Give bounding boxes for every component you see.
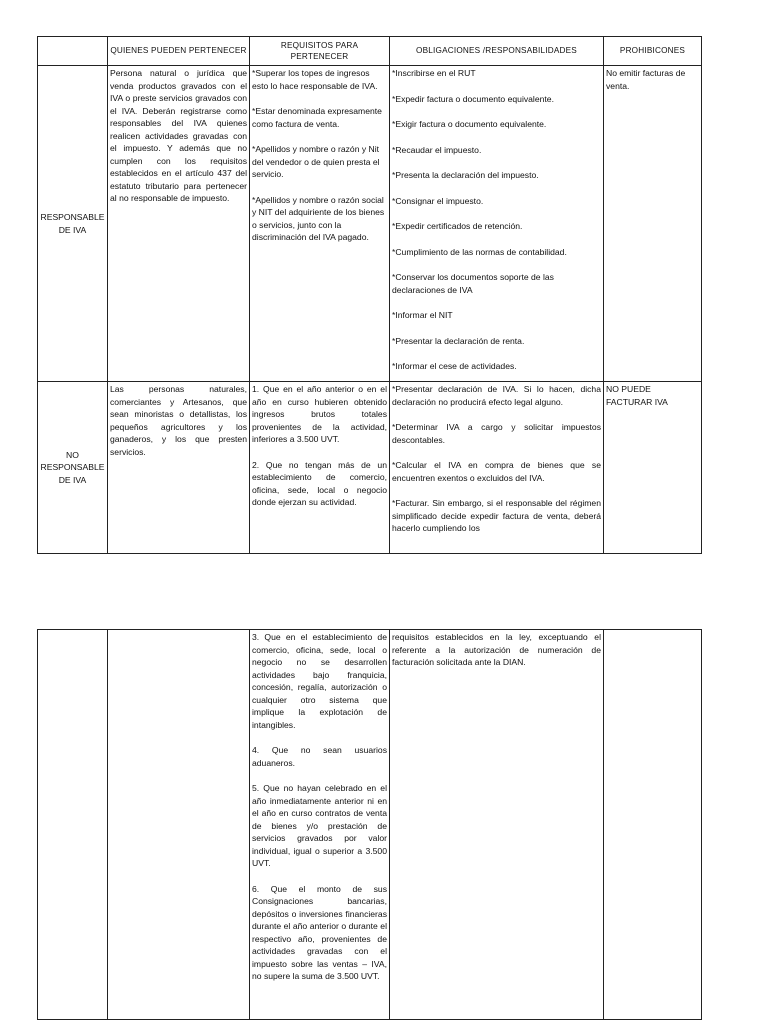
responsable-requisitos — [250, 66, 390, 382]
row-label-responsable: RESPONSABLE DE IVA — [38, 66, 108, 382]
requisito-item: *Apellidos y nombre o razón y Nit del vendedor o de quien presta el servicio. — [252, 144, 380, 179]
obligacion-item: *Presenta la declaración del impuesto. — [392, 170, 539, 180]
obligacion-item: *Exigir factura o documento equivalente. — [392, 119, 547, 129]
obligacion-item: *Inscribirse en el RUT — [392, 68, 476, 78]
requisito-item: 3. Que en el establecimiento de comercio, oficina, sede, local o negocio no se desarrollen actividades bajo franquicia, concesión, regalía, autorización o cualquier otro sistema que implique la explotación de intangibles. — [252, 632, 387, 730]
continuation-requisitos — [250, 630, 390, 1020]
header-empty-cell — [38, 37, 108, 66]
row-label-no-responsable: NO RESPONSABLE DE IVA — [38, 382, 108, 554]
obligacion-item: *Expedir factura o documento equivalente. — [392, 93, 554, 104]
tax-table-page-2 — [37, 629, 702, 1020]
header-obligaciones: OBLIGACIONES /RESPONSABILIDADES — [390, 37, 604, 66]
no-responsable-prohibiciones: NO PUEDE FACTURAR IVA — [604, 382, 702, 554]
continuation-obligaciones: requisitos establecidos en la ley, exceptuando el referente a la autorización de numeración de facturación solicitada ante la DIAN. — [390, 630, 604, 1020]
requisito-item: 2. Que no tengan más de un establecimiento de comercio, oficina, sede, local o negocio donde ejerzan su actividad. — [252, 459, 387, 507]
header-prohibiciones: PROHIBICONES — [604, 37, 702, 66]
tax-table-page-1 — [37, 36, 702, 554]
no-responsable-requisitos — [250, 382, 390, 554]
obligacion-item: *Presentar la declaración de renta. — [392, 335, 525, 346]
responsable-prohibiciones: No emitir facturas de venta. — [604, 66, 702, 382]
responsable-quienes: Persona natural o jurídica que venda productos gravados con el IVA o preste servicios gravados con el IVA. Deberán registrarse como responsables del IVA quienes realicen actividades gravadas con el impuesto. Y además que no cumplen con los requisitos establecidos en el artículo 437 del estatuto tributario para pertenecer al no responsable de impuesto. — [108, 66, 250, 382]
continuation-quienes-cell — [108, 630, 250, 1020]
obligacion-item: *Expedir certificados de retención. — [392, 221, 523, 231]
obligacion-item: *Presentar declaración de IVA. Si lo hacen, dicha declaración no producirá efecto legal alguno. — [392, 384, 601, 407]
obligacion-item: *Determinar IVA a cargo y solicitar impuestos descontables. — [392, 422, 601, 445]
obligacion-item: *Informar el cese de actividades. — [392, 361, 517, 371]
obligacion-item: *Conservar los documentos soporte de las declaraciones de IVA — [392, 272, 554, 295]
continuation-label-cell — [38, 630, 108, 1020]
continuation-prohibiciones-cell — [604, 630, 702, 1020]
obligacion-item: *Consignar el impuesto. — [392, 195, 484, 206]
row-no-responsable — [38, 382, 702, 554]
requisito-item: *Apellidos y nombre o razón social y NIT del adquiriente de los bienes o servicios, junto con la discriminación del IVA pagado. — [252, 194, 385, 242]
row-continuation — [38, 630, 702, 1020]
header-quienes: QUIENES PUEDEN PERTENECER — [108, 37, 250, 66]
obligacion-item: *Facturar. Sin embargo, si el responsable del régimen simplificado decide expedir factura de venta, deberá hacerlo cumpliendo los — [392, 498, 601, 533]
obligacion-item: *Cumplimiento de las normas de contabilidad. — [392, 246, 567, 257]
row-responsable — [38, 66, 702, 382]
obligacion-item: *Informar el NIT — [392, 310, 453, 320]
requisito-item: 1. Que en el año anterior o en el año en curso hubieren obtenido ingresos brutos totales provenientes de la actividad, inferiores a 3.500 UVT. — [252, 384, 387, 444]
requisito-item: *Estar denominada expresamente como factura de venta. — [252, 106, 382, 129]
no-responsable-quienes: Las personas naturales, comerciantes y Artesanos, que sean minoristas o detallistas, los pequeños agricultores y los ganaderos, y los que presten servicios. — [108, 382, 250, 554]
no-responsable-obligaciones — [390, 382, 604, 554]
responsable-obligaciones — [390, 66, 604, 382]
requisito-item: 6. Que el monto de sus Consignaciones bancarias, depósitos o inversiones financieras durante el año anterior o durante el respectivo año, provenientes de actividades gravadas con el impuesto sobre las ventas – IVA, no supere la suma de 3.500 UVT. — [252, 883, 387, 981]
header-requisitos: REQUISITOS PARA PERTENECER — [250, 37, 390, 66]
obligacion-item: *Recaudar el impuesto. — [392, 144, 482, 155]
requisito-item: 5. Que no hayan celebrado en el año inmediatamente anterior ni en el año en curso contratos de venta de bienes y/o prestación de servicios gravados por valor individual, igual o superior a 3.500 UVT. — [252, 783, 387, 868]
obligacion-item: *Calcular el IVA en compra de bienes que se encuentren exentos o excluidos del IVA. — [392, 460, 601, 483]
header-row — [38, 37, 702, 66]
requisito-item: *Superar los topes de ingresos esto lo hace responsable de IVA. — [252, 68, 378, 91]
requisito-item: 4. Que no sean usuarios aduaneros. — [252, 745, 387, 768]
